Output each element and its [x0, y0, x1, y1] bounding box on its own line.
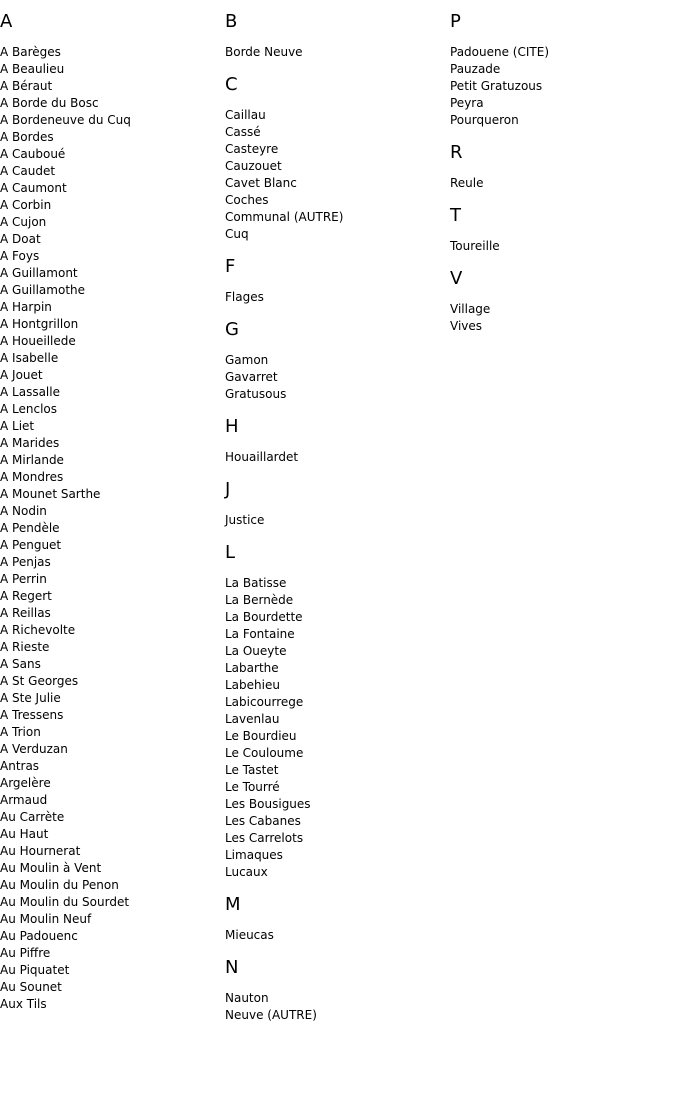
place-link[interactable]: A Penjas: [0, 555, 51, 569]
letter-heading: T: [450, 205, 461, 226]
list-item: [225, 512, 450, 529]
list-item: [225, 141, 450, 158]
place-link[interactable]: Justice: [225, 513, 265, 527]
list-item: [450, 175, 675, 192]
place-link[interactable]: Au Moulin à Vent: [0, 861, 102, 875]
place-link[interactable]: A Marides: [0, 436, 60, 450]
list-item: [0, 503, 225, 520]
place-link[interactable]: A Perrin: [0, 572, 47, 586]
list-item: [0, 945, 225, 962]
place-link[interactable]: A Bordes: [0, 130, 54, 144]
place-link[interactable]: A Mirlande: [0, 453, 64, 467]
letter-heading: C: [225, 74, 238, 95]
place-link[interactable]: A Reillas: [0, 606, 51, 620]
list-item: [0, 979, 225, 996]
list-item: [0, 741, 225, 758]
list-item: [0, 996, 225, 1013]
place-link[interactable]: Limaques: [225, 848, 283, 862]
place-link[interactable]: Les Carrelots: [225, 831, 304, 845]
list-item: [225, 728, 450, 745]
place-link[interactable]: Au Sounet: [0, 980, 62, 994]
place-link[interactable]: A Richevolte: [0, 623, 76, 637]
entry-list: [225, 352, 450, 403]
index-column-1: [0, 0, 225, 1026]
letter-group-g: [225, 319, 450, 403]
place-link[interactable]: A St Georges: [0, 674, 79, 688]
list-item: [0, 435, 225, 452]
place-link[interactable]: A Guillamothe: [0, 283, 86, 297]
letter-heading: P: [450, 11, 461, 32]
letter-heading: N: [225, 957, 239, 978]
place-link[interactable]: Le Tourré: [225, 780, 280, 794]
list-item: [225, 677, 450, 694]
list-item: [0, 588, 225, 605]
place-link[interactable]: A Cauboué: [0, 147, 66, 161]
list-item: [225, 1007, 450, 1024]
entry-list: [225, 44, 450, 61]
list-item: [0, 758, 225, 775]
index-column-3: [450, 0, 675, 348]
place-link[interactable]: A Mounet Sarthe: [0, 487, 101, 501]
place-link[interactable]: Au Carrète: [0, 810, 65, 824]
list-item: [225, 813, 450, 830]
list-item: [0, 401, 225, 418]
letter-group-b: [225, 11, 450, 61]
list-item: [225, 226, 450, 243]
list-item: [0, 792, 225, 809]
list-item: [225, 694, 450, 711]
list-item: [225, 762, 450, 779]
list-item: [450, 112, 675, 129]
list-item: [450, 78, 675, 95]
list-item: [225, 44, 450, 61]
place-link[interactable]: Gratusous: [225, 387, 287, 401]
place-link[interactable]: A Lenclos: [0, 402, 58, 416]
entry-list: [225, 575, 450, 881]
letter-group-c: [225, 74, 450, 243]
list-item: [225, 158, 450, 175]
list-item: [0, 537, 225, 554]
list-item: [450, 238, 675, 255]
entry-list: [225, 107, 450, 243]
place-link[interactable]: Labicourrege: [225, 695, 304, 709]
list-item: [0, 231, 225, 248]
list-item: [225, 643, 450, 660]
place-link[interactable]: Borde Neuve: [225, 45, 303, 59]
list-item: [0, 452, 225, 469]
place-link[interactable]: A Liet: [0, 419, 35, 433]
letter-group-l: [225, 542, 450, 881]
place-link[interactable]: Au Padouenc: [0, 929, 78, 943]
place-link[interactable]: Gavarret: [225, 370, 278, 384]
place-link[interactable]: Toureille: [450, 239, 500, 253]
list-item: [0, 418, 225, 435]
place-link[interactable]: Pauzade: [450, 62, 501, 76]
list-item: [225, 830, 450, 847]
place-link[interactable]: A Borde du Bosc: [0, 96, 99, 110]
place-link[interactable]: A Pendèle: [0, 521, 60, 535]
place-link[interactable]: A Caumont: [0, 181, 67, 195]
place-link[interactable]: Cauzouet: [225, 159, 282, 173]
list-item: [0, 928, 225, 945]
list-item: [225, 352, 450, 369]
place-link[interactable]: La Batisse: [225, 576, 287, 590]
letter-group-v: [450, 268, 675, 335]
list-item: [225, 592, 450, 609]
letter-heading: J: [225, 479, 231, 500]
list-item: [450, 61, 675, 78]
letter-heading: G: [225, 319, 239, 340]
place-link[interactable]: Labarthe: [225, 661, 279, 675]
list-item: [225, 711, 450, 728]
entry-list: [450, 238, 675, 255]
place-link[interactable]: Lavenlau: [225, 712, 280, 726]
letter-group-t: [450, 205, 675, 255]
place-link[interactable]: Les Cabanes: [225, 814, 301, 828]
list-item: [0, 61, 225, 78]
place-link[interactable]: A Ste Julie: [0, 691, 61, 705]
place-link[interactable]: Vives: [450, 319, 483, 333]
letter-group-h: [225, 416, 450, 466]
list-item: [0, 95, 225, 112]
place-link[interactable]: A Rieste: [0, 640, 50, 654]
place-link[interactable]: Au Piffre: [0, 946, 51, 960]
place-link[interactable]: Cuq: [225, 227, 249, 241]
entry-list: [225, 289, 450, 306]
list-item: [0, 554, 225, 571]
place-link[interactable]: Au Hournerat: [0, 844, 81, 858]
entry-list: [450, 301, 675, 335]
letter-heading: R: [450, 142, 463, 163]
place-link[interactable]: Aux Tils: [0, 997, 47, 1011]
list-item: [225, 209, 450, 226]
place-link[interactable]: A Verduzan: [0, 742, 68, 756]
list-item: [0, 520, 225, 537]
list-item: [0, 639, 225, 656]
entry-list: [0, 44, 225, 1013]
place-link[interactable]: A Guillamont: [0, 266, 78, 280]
place-link[interactable]: A Cujon: [0, 215, 47, 229]
list-item: [225, 779, 450, 796]
place-link[interactable]: Neuve (AUTRE): [225, 1008, 317, 1022]
list-item: [225, 626, 450, 643]
place-link[interactable]: Au Piquatet: [0, 963, 70, 977]
place-link[interactable]: Petit Gratuzous: [450, 79, 543, 93]
list-item: [0, 843, 225, 860]
list-item: [225, 609, 450, 626]
place-link[interactable]: A Lassalle: [0, 385, 60, 399]
list-item: [225, 864, 450, 881]
list-item: [0, 350, 225, 367]
list-item: [0, 163, 225, 180]
place-link[interactable]: A Bordeneuve du Cuq: [0, 113, 131, 127]
list-item: [0, 860, 225, 877]
list-item: [225, 796, 450, 813]
list-item: [225, 124, 450, 141]
place-link[interactable]: Gamon: [225, 353, 269, 367]
list-item: [0, 78, 225, 95]
place-link[interactable]: Le Tastet: [225, 763, 279, 777]
place-link[interactable]: A Barèges: [0, 45, 61, 59]
list-item: [0, 962, 225, 979]
list-item: [0, 112, 225, 129]
list-item: [0, 214, 225, 231]
index-column-2: [225, 0, 450, 1037]
list-item: [0, 775, 225, 792]
place-link[interactable]: A Beaulieu: [0, 62, 65, 76]
list-item: [225, 847, 450, 864]
list-item: [225, 927, 450, 944]
list-item: [0, 571, 225, 588]
place-link[interactable]: La Bourdette: [225, 610, 303, 624]
place-link[interactable]: Communal (AUTRE): [225, 210, 344, 224]
place-link[interactable]: Reule: [450, 176, 484, 190]
entry-list: [225, 927, 450, 944]
list-item: [0, 265, 225, 282]
list-item: [0, 44, 225, 61]
place-link[interactable]: Padouene (CITE): [450, 45, 549, 59]
place-link[interactable]: Houaillardet: [225, 450, 299, 464]
list-item: [0, 129, 225, 146]
list-item: [450, 301, 675, 318]
place-link[interactable]: Armaud: [0, 793, 48, 807]
letter-group-j: [225, 479, 450, 529]
list-item: [0, 826, 225, 843]
list-item: [225, 449, 450, 466]
letter-group-m: [225, 894, 450, 944]
list-item: [0, 622, 225, 639]
letter-heading: V: [450, 268, 463, 289]
list-item: [0, 316, 225, 333]
letter-heading: A: [0, 11, 13, 32]
place-link[interactable]: A Corbin: [0, 198, 52, 212]
place-link[interactable]: Casteyre: [225, 142, 279, 156]
letter-heading: M: [225, 894, 241, 915]
list-item: [0, 180, 225, 197]
place-link[interactable]: Pourqueron: [450, 113, 519, 127]
place-link[interactable]: Flages: [225, 290, 264, 304]
list-item: [0, 724, 225, 741]
list-item: [0, 605, 225, 622]
place-link[interactable]: A Foys: [0, 249, 40, 263]
place-link[interactable]: Antras: [0, 759, 40, 773]
place-link[interactable]: La Oueyte: [225, 644, 287, 658]
place-link[interactable]: Les Bousigues: [225, 797, 311, 811]
place-link[interactable]: A Regert: [0, 589, 52, 603]
list-item: [0, 656, 225, 673]
place-link[interactable]: Le Bourdieu: [225, 729, 297, 743]
place-link[interactable]: Au Moulin du Sourdet: [0, 895, 130, 909]
letter-group-r: [450, 142, 675, 192]
place-link[interactable]: Au Moulin Neuf: [0, 912, 92, 926]
list-item: [225, 175, 450, 192]
place-link[interactable]: Au Haut: [0, 827, 49, 841]
place-link[interactable]: Lucaux: [225, 865, 268, 879]
list-item: [225, 369, 450, 386]
list-item: [225, 386, 450, 403]
list-item: [450, 95, 675, 112]
list-item: [0, 894, 225, 911]
list-item: [0, 197, 225, 214]
place-link[interactable]: A Hontgrillon: [0, 317, 79, 331]
place-link[interactable]: Mieucas: [225, 928, 274, 942]
list-item: [0, 486, 225, 503]
list-item: [0, 384, 225, 401]
list-item: [0, 809, 225, 826]
letter-heading: L: [225, 542, 236, 563]
place-link[interactable]: Village: [450, 302, 491, 316]
list-item: [0, 282, 225, 299]
list-item: [225, 107, 450, 124]
letter-heading: F: [225, 256, 236, 277]
place-link[interactable]: A Isabelle: [0, 351, 59, 365]
place-link[interactable]: A Nodin: [0, 504, 47, 518]
list-item: [0, 248, 225, 265]
place-link[interactable]: A Penguet: [0, 538, 62, 552]
list-item: [450, 318, 675, 335]
place-link[interactable]: Cavet Blanc: [225, 176, 297, 190]
list-item: [225, 745, 450, 762]
list-item: [0, 877, 225, 894]
list-item: [0, 367, 225, 384]
list-item: [225, 660, 450, 677]
list-item: [0, 299, 225, 316]
place-link[interactable]: A Béraut: [0, 79, 53, 93]
list-item: [0, 707, 225, 724]
place-link[interactable]: Labehieu: [225, 678, 280, 692]
place-link[interactable]: Le Couloume: [225, 746, 304, 760]
list-item: [0, 146, 225, 163]
place-link[interactable]: Argelère: [0, 776, 51, 790]
place-link[interactable]: La Fontaine: [225, 627, 295, 641]
entry-list: [450, 175, 675, 192]
place-link[interactable]: A Sans: [0, 657, 41, 671]
letter-group-f: [225, 256, 450, 306]
place-link[interactable]: A Houeillede: [0, 334, 76, 348]
place-link[interactable]: A Harpin: [0, 300, 52, 314]
list-item: [0, 469, 225, 486]
list-item: [225, 990, 450, 1007]
letter-group-p: [450, 11, 675, 129]
place-link[interactable]: La Bernède: [225, 593, 294, 607]
letter-heading: H: [225, 416, 239, 437]
list-item: [225, 192, 450, 209]
entry-list: [225, 990, 450, 1024]
place-link[interactable]: A Caudet: [0, 164, 56, 178]
place-link[interactable]: Caillau: [225, 108, 266, 122]
list-item: [0, 333, 225, 350]
list-item: [225, 289, 450, 306]
place-link[interactable]: A Mondres: [0, 470, 64, 484]
letter-group-a: [0, 11, 225, 1013]
list-item: [0, 690, 225, 707]
entry-list: [225, 512, 450, 529]
list-item: [0, 911, 225, 928]
list-item: [0, 673, 225, 690]
letter-group-n: [225, 957, 450, 1024]
list-item: [225, 575, 450, 592]
place-link[interactable]: Cassé: [225, 125, 261, 139]
place-link[interactable]: A Jouet: [0, 368, 43, 382]
place-link[interactable]: Peyra: [450, 96, 484, 110]
place-link[interactable]: A Doat: [0, 232, 41, 246]
place-link[interactable]: Au Moulin du Penon: [0, 878, 119, 892]
place-link[interactable]: Nauton: [225, 991, 269, 1005]
place-link[interactable]: Coches: [225, 193, 269, 207]
list-item: [450, 44, 675, 61]
letter-heading: B: [225, 11, 238, 32]
place-link[interactable]: A Tressens: [0, 708, 64, 722]
entry-list: [225, 449, 450, 466]
place-link[interactable]: A Trion: [0, 725, 41, 739]
entry-list: [450, 44, 675, 129]
